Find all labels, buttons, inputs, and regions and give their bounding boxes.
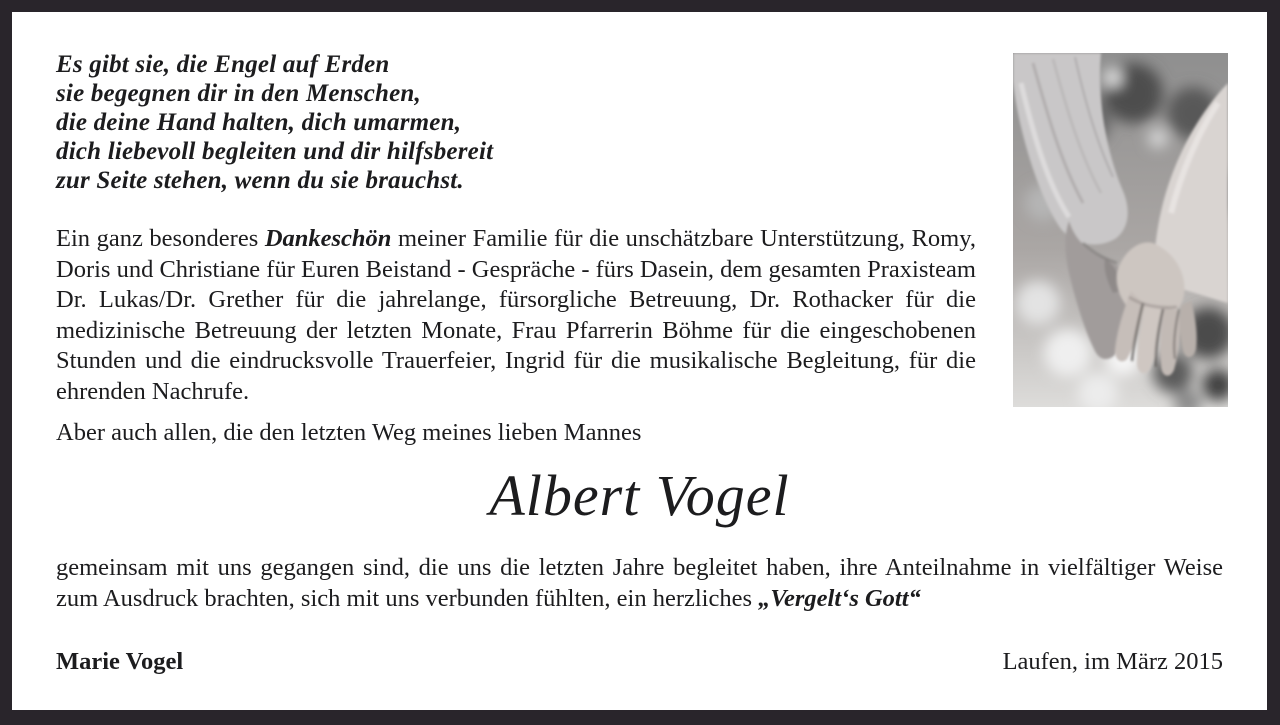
thanks-paragraph	[56, 224, 976, 407]
poem-line: dich liebevoll begleiten und dir hilfsbereit	[56, 138, 494, 165]
holding-hands-photo	[1013, 53, 1228, 407]
poem-line: zur Seite stehen, wenn du sie brauchst.	[56, 167, 464, 194]
thanks-emphasis: Dankeschön	[264, 225, 392, 252]
signature: Marie Vogel	[56, 648, 184, 675]
lead-in-line: Aber auch allen, die den letzten Weg meines lieben Mannes	[56, 419, 642, 446]
poem-line: die deine Hand halten, dich umarmen,	[56, 109, 462, 136]
poem-line: sie begegnen dir in den Menschen,	[56, 80, 421, 107]
footer-row	[56, 648, 1223, 676]
thanks-text-rest: meiner Familie für die unschätzbare Unterstützung, Romy, Doris und Christiane für Euren Beistand - Gespräche - fürs Dasein, dem gesamten Praxisteam Dr. Lukas/Dr. Grether für die jahrelange, fürsorgliche Betreuung, Dr. Rothacker für die medizinische Betreuung der letzten Monate, Frau Pfarrerin Böhme für die eingeschobenen Stunden und die eindrucksvolle Trauerfeier, Ingrid für die musikalische Begleitung, für die ehrenden Nachrufe.	[56, 225, 977, 405]
deceased-name: Albert Vogel	[489, 463, 790, 528]
closing-paragraph	[56, 552, 1223, 614]
poem	[56, 50, 493, 195]
thanks-text-lead: Ein ganz besonderes	[56, 225, 265, 252]
obituary-card	[12, 12, 1267, 710]
place-date: Laufen, im März 2015	[1002, 648, 1223, 675]
poem-line: Es gibt sie, die Engel auf Erden	[56, 51, 390, 78]
closing-text: gemeinsam mit uns gegangen sind, die uns die letzten Jahre begleitet haben, ihre Anteilnahme in vielfältiger Weise zum Ausdruck brachten, sich mit uns verbunden fühlten, ein herzliches	[56, 554, 1223, 612]
closing-emphasis: „Vergelt‘s Gott“	[758, 585, 921, 612]
